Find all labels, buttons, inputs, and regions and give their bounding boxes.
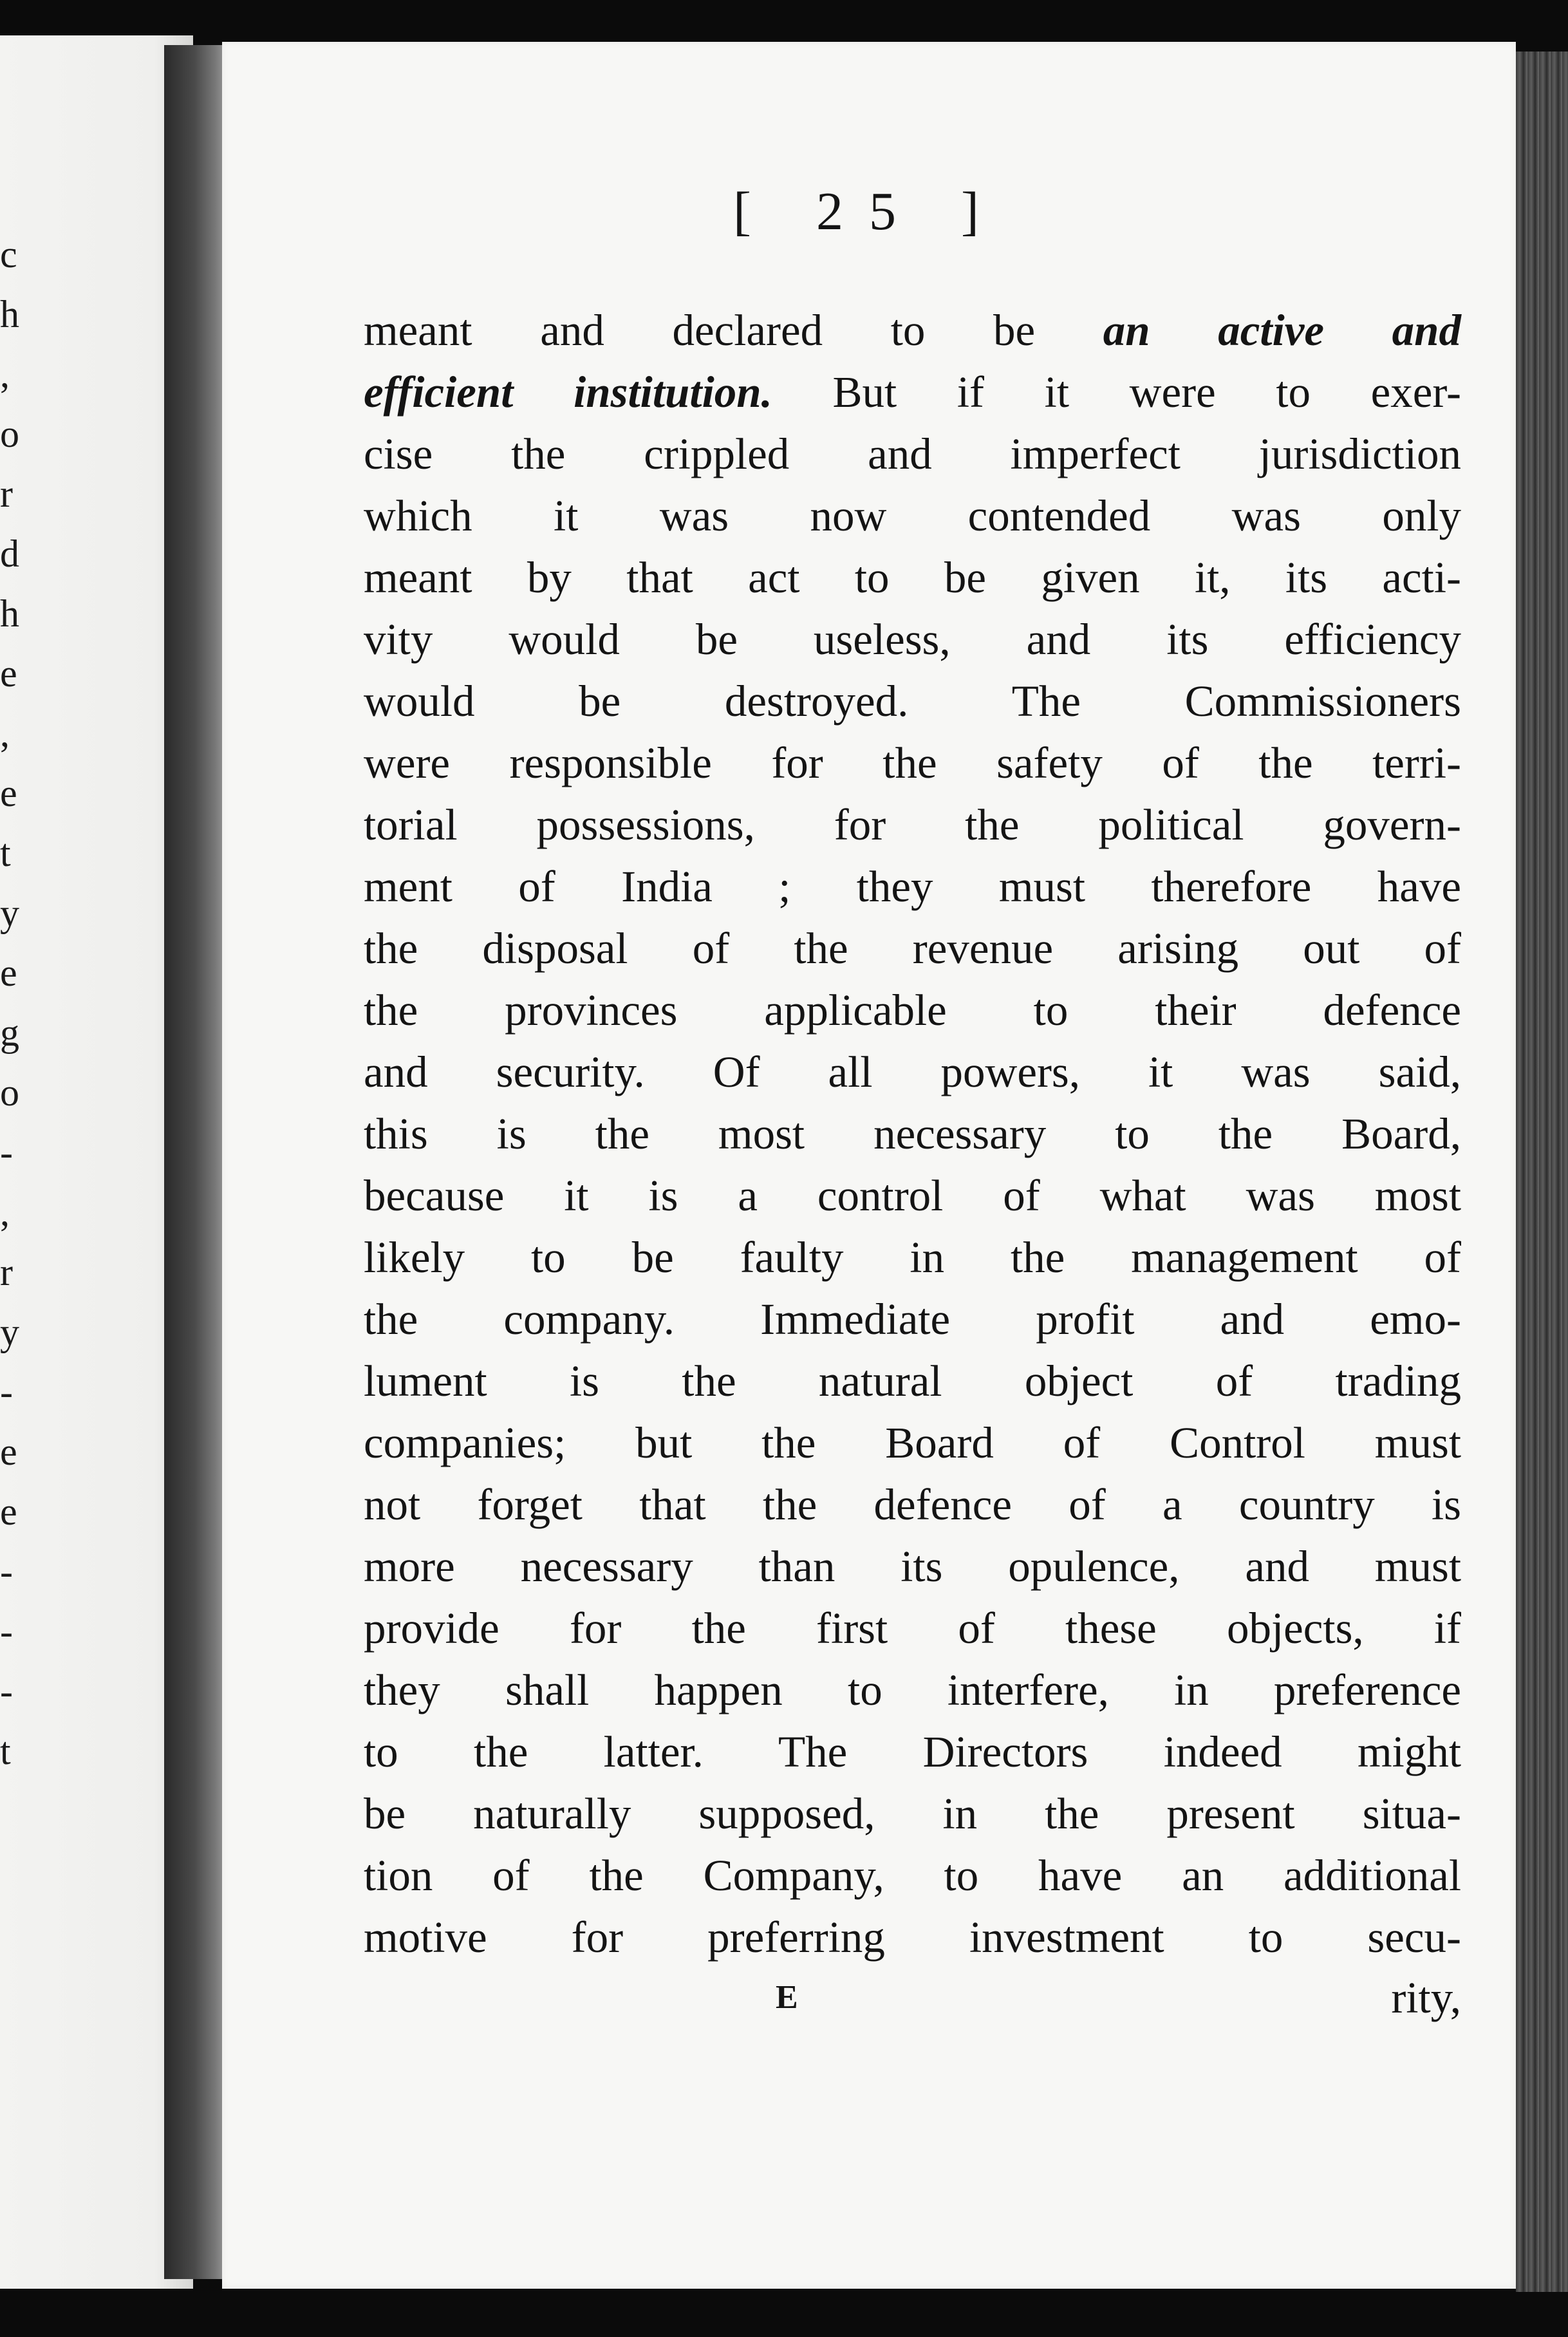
text-segment: more necessary than its opulence, and must [364, 1542, 1461, 1591]
text-line [364, 485, 1461, 547]
text-segment: the disposal of the revenue arising out of [364, 924, 1461, 973]
margin-letter: r [0, 473, 13, 515]
text-segment: which it was now contended was only [364, 491, 1461, 540]
margin-letter: - [0, 1131, 13, 1174]
margin-letter: h [0, 293, 19, 335]
text-line [364, 1226, 1461, 1288]
text-line [364, 1103, 1461, 1165]
book-page [222, 42, 1516, 2289]
margin-letter: - [0, 1670, 13, 1713]
margin-letter: h [0, 592, 19, 635]
text-line [364, 1906, 1461, 1968]
margin-letter: - [0, 1371, 13, 1413]
text-line [364, 917, 1461, 979]
margin-letter: d [0, 532, 19, 575]
text-segment: tion of the Company, to have an additional [364, 1851, 1461, 1900]
text-line [364, 1288, 1461, 1350]
text-line [364, 423, 1461, 485]
text-line [364, 732, 1461, 794]
text-segment: would be destroyed. The Commissioners [364, 677, 1461, 726]
text-line [364, 1721, 1461, 1783]
page-number-header: [ 25 ] [733, 182, 1005, 241]
text-segment: meant by that act to be given it, its acti- [364, 553, 1461, 602]
margin-letter: o [0, 1071, 19, 1114]
text-segment: torial possessions, for the political govern- [364, 800, 1461, 849]
margin-letter: - [0, 1610, 13, 1653]
text-segment: cise the crippled and imperfect jurisdiction [364, 429, 1461, 478]
margin-letter: , [0, 353, 10, 395]
text-line [364, 979, 1461, 1041]
margin-letter: o [0, 413, 19, 455]
margin-letter: c [0, 233, 17, 276]
signature-mark: E [776, 1979, 798, 2016]
text-segment: likely to be faulty in the management of [364, 1233, 1461, 1282]
margin-letter: t [0, 832, 11, 874]
margin-letter: , [0, 1191, 10, 1234]
text-line [364, 1041, 1461, 1103]
margin-letter: , [0, 712, 10, 755]
body-text [364, 299, 1461, 1968]
margin-letter: e [0, 652, 17, 695]
text-segment: provide for the first of these objects, if [364, 1604, 1461, 1653]
text-segment: the company. Immediate profit and emo- [364, 1295, 1461, 1344]
text-line [364, 1350, 1461, 1412]
text-line [364, 794, 1461, 856]
text-line [364, 608, 1461, 670]
margin-letter: y [0, 892, 19, 934]
text-line [364, 361, 1461, 423]
text-segment: to the latter. The Directors indeed might [364, 1727, 1461, 1776]
text-segment: But if it were to exer- [772, 368, 1461, 417]
text-segment: companies; but the Board of Control must [364, 1418, 1461, 1467]
catchword: rity, [1391, 1973, 1461, 2022]
text-segment: were responsible for the safety of the terri- [364, 738, 1461, 787]
text-line [364, 856, 1461, 917]
text-segment: lument is the natural object of trading [364, 1356, 1461, 1405]
text-line [364, 547, 1461, 608]
text-segment: vity would be useless, and its efficiency [364, 615, 1461, 664]
text-segment: and security. Of all powers, it was said, [364, 1047, 1461, 1096]
text-line [364, 1844, 1461, 1906]
text-segment: because it is a control of what was most [364, 1171, 1461, 1220]
text-segment: motive for preferring investment to secu- [364, 1913, 1461, 1962]
italic-emphasis: efficient institution. [364, 368, 772, 417]
text-line [364, 1659, 1461, 1721]
margin-letter: t [0, 1730, 11, 1772]
page-footer-line [364, 1967, 1461, 2029]
margin-letter: g [0, 1011, 19, 1054]
margin-letter: e [0, 772, 17, 814]
text-segment: they shall happen to interfere, in preference [364, 1666, 1461, 1714]
text-segment: this is the most necessary to the Board, [364, 1109, 1461, 1158]
italic-emphasis: an active and [1103, 306, 1461, 355]
margin-letter: - [0, 1550, 13, 1593]
text-line [364, 670, 1461, 732]
page-stack-edge [1516, 52, 1568, 2292]
text-segment: be naturally supposed, in the present situa- [364, 1789, 1461, 1838]
margin-letter: e [0, 1431, 17, 1473]
margin-letter: y [0, 1311, 19, 1353]
text-segment: the provinces applicable to their defence [364, 986, 1461, 1035]
margin-letter: e [0, 952, 17, 994]
text-line [364, 1535, 1461, 1597]
text-line [364, 1783, 1461, 1844]
text-line [364, 1165, 1461, 1226]
left-page-margin-text [0, 35, 26, 2289]
text-line [364, 1412, 1461, 1474]
margin-letter: e [0, 1490, 17, 1533]
text-segment: meant and declared to be [364, 306, 1103, 355]
margin-letter: r [0, 1251, 13, 1293]
text-line [364, 299, 1461, 361]
text-line [364, 1597, 1461, 1659]
text-segment: not forget that the defence of a country is [364, 1480, 1461, 1529]
text-segment: ment of India ; they must therefore have [364, 862, 1461, 911]
text-line [364, 1474, 1461, 1535]
